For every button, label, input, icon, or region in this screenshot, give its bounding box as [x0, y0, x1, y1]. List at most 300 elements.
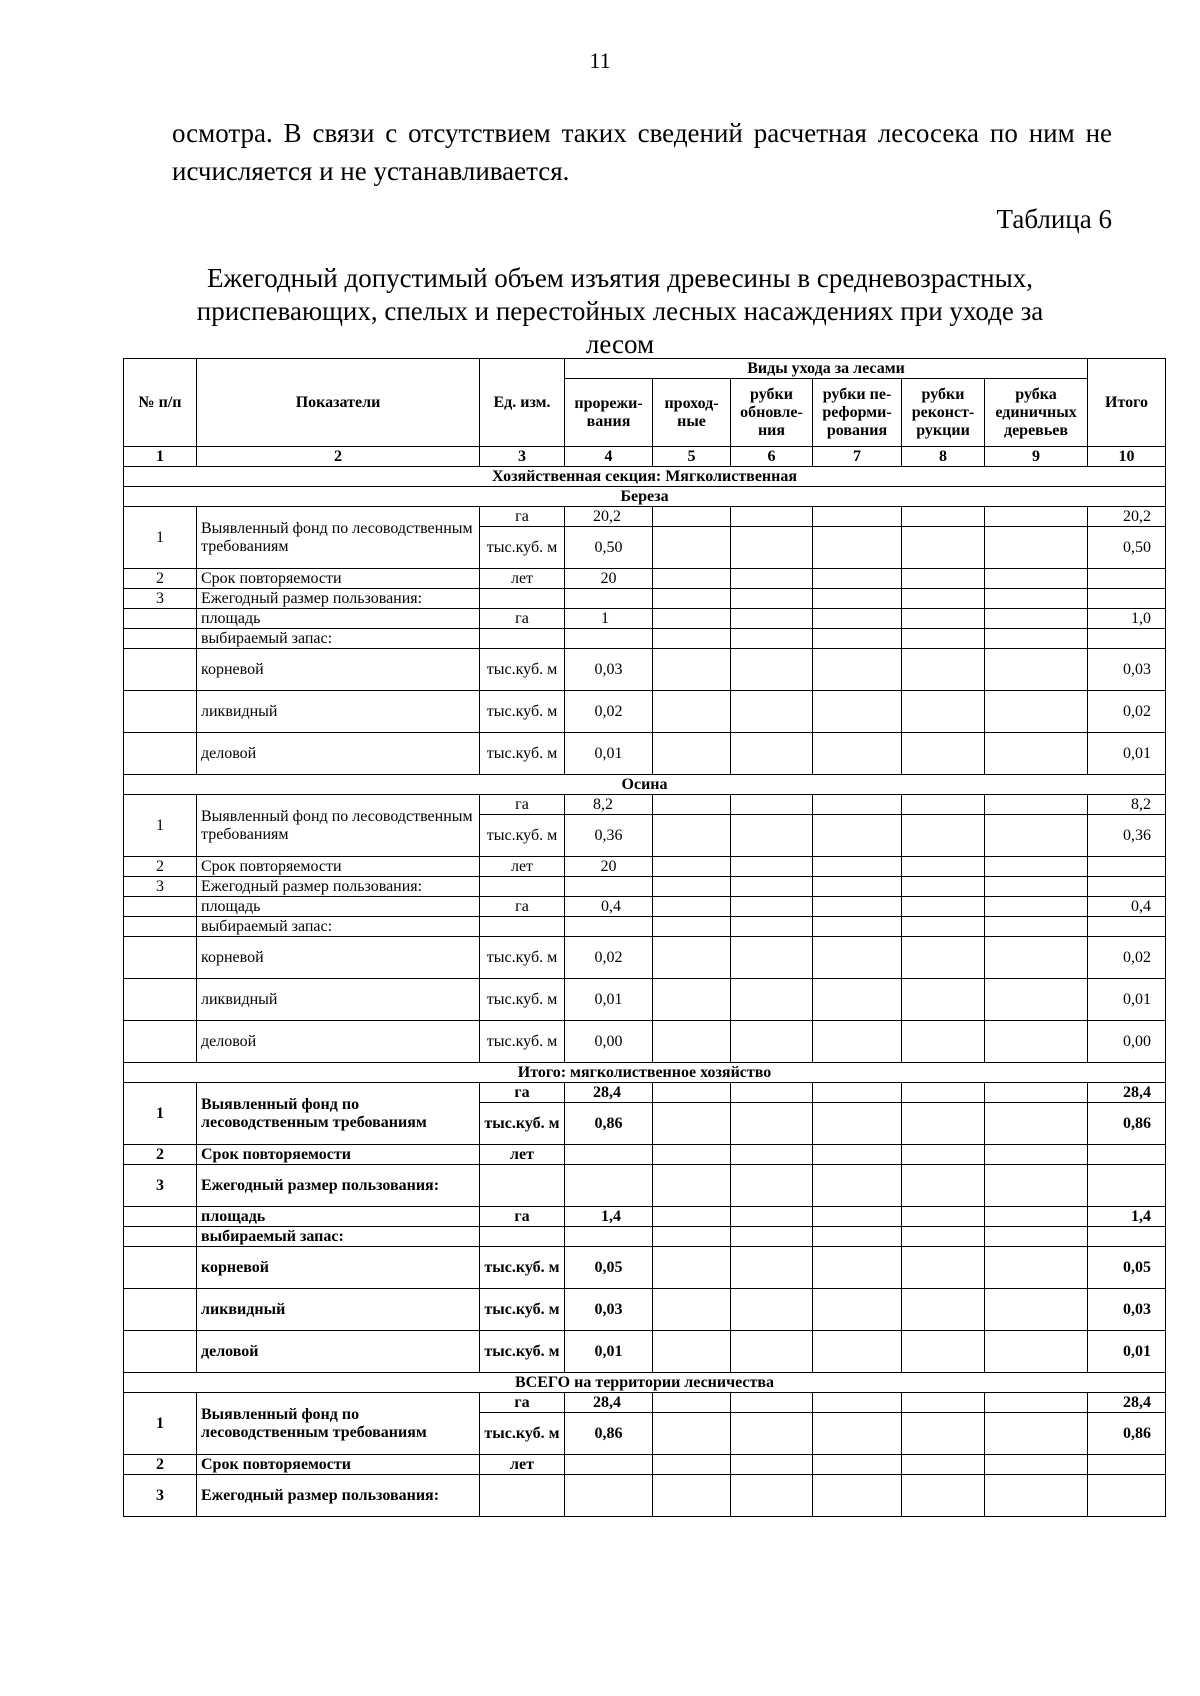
- empty-cell: [653, 1247, 731, 1289]
- unit-cell: тыс.куб. м: [480, 649, 565, 691]
- empty-cell: [985, 527, 1088, 569]
- annual-label: Ежегодный размер пользования:: [197, 589, 480, 609]
- empty-cell: [480, 877, 565, 897]
- section-row: [124, 467, 1166, 487]
- empty-cell: [731, 917, 813, 937]
- block-title: Береза: [124, 487, 1166, 507]
- total-cell: 1,0: [1088, 609, 1166, 629]
- total-cell: 0,00: [1088, 1021, 1166, 1063]
- empty-cell: [124, 917, 197, 937]
- empty-cell: [985, 507, 1088, 527]
- row-num: 3: [124, 877, 197, 897]
- empty-cell: [985, 569, 1088, 589]
- empty-cell: [124, 1289, 197, 1331]
- empty-cell: [480, 917, 565, 937]
- empty-cell: [985, 1103, 1088, 1145]
- empty-cell: [731, 649, 813, 691]
- empty-cell: [985, 1331, 1088, 1373]
- total-cell: 0,01: [1088, 733, 1166, 775]
- liquid-label: ликвидный: [197, 691, 480, 733]
- period-label: Срок повторяемости: [197, 1145, 480, 1165]
- empty-cell: [653, 527, 731, 569]
- empty-cell: [653, 1083, 731, 1103]
- value-cell: 1,4: [565, 1207, 653, 1227]
- empty-cell: [813, 815, 902, 857]
- empty-cell: [985, 795, 1088, 815]
- root-row: [124, 1247, 1166, 1289]
- annual-label: Ежегодный размер пользования:: [197, 1475, 480, 1517]
- empty-cell: [124, 897, 197, 917]
- empty-cell: [731, 589, 813, 609]
- header-total: Итого: [1088, 359, 1166, 447]
- empty-cell: [731, 507, 813, 527]
- block-title: ВСЕГО на территории лесничества: [124, 1373, 1166, 1393]
- empty-cell: [731, 1103, 813, 1145]
- empty-cell: [902, 937, 985, 979]
- empty-cell: [731, 1413, 813, 1455]
- root-label: корневой: [197, 649, 480, 691]
- total-cell: 0,02: [1088, 937, 1166, 979]
- empty-cell: [124, 1207, 197, 1227]
- total-cell: 0,03: [1088, 649, 1166, 691]
- liquid-row: [124, 979, 1166, 1021]
- empty-cell: [902, 1475, 985, 1517]
- fund-area-row: [124, 795, 1166, 815]
- value-cell: 0,36: [565, 815, 653, 857]
- value-cell: 0,50: [565, 527, 653, 569]
- empty-cell: [985, 649, 1088, 691]
- empty-cell: [985, 1289, 1088, 1331]
- empty-cell: [902, 1289, 985, 1331]
- empty-cell: [653, 1207, 731, 1227]
- empty-cell: [731, 795, 813, 815]
- empty-cell: [480, 589, 565, 609]
- annual-row: [124, 1165, 1166, 1207]
- empty-cell: [985, 1247, 1088, 1289]
- empty-cell: [731, 937, 813, 979]
- empty-cell: [813, 1165, 902, 1207]
- empty-cell: [902, 1455, 985, 1475]
- column-number-cell: 2: [197, 447, 480, 467]
- root-row: [124, 937, 1166, 979]
- value-cell: [565, 1455, 653, 1475]
- block-title-row: [124, 1373, 1166, 1393]
- empty-cell: [653, 1165, 731, 1207]
- empty-cell: [565, 917, 653, 937]
- empty-cell: [985, 897, 1088, 917]
- area-row: [124, 1207, 1166, 1227]
- row-num: 3: [124, 1475, 197, 1517]
- empty-cell: [902, 1021, 985, 1063]
- empty-cell: [653, 1455, 731, 1475]
- empty-cell: [731, 527, 813, 569]
- empty-cell: [902, 1083, 985, 1103]
- empty-cell: [653, 1393, 731, 1413]
- empty-cell: [902, 589, 985, 609]
- row-num: 2: [124, 857, 197, 877]
- empty-cell: [653, 589, 731, 609]
- empty-cell: [124, 691, 197, 733]
- empty-cell: [813, 609, 902, 629]
- empty-cell: [653, 1103, 731, 1145]
- empty-cell: [813, 917, 902, 937]
- value-cell: 0,01: [565, 979, 653, 1021]
- unit-cell: лет: [480, 569, 565, 589]
- empty-cell: [480, 1165, 565, 1207]
- empty-cell: [1088, 877, 1166, 897]
- empty-cell: [902, 877, 985, 897]
- empty-cell: [985, 815, 1088, 857]
- business-row: [124, 1021, 1166, 1063]
- total-cell: 0,50: [1088, 527, 1166, 569]
- column-number-cell: 4: [565, 447, 653, 467]
- forest-care-table-container: [123, 358, 1165, 1517]
- empty-cell: [124, 1331, 197, 1373]
- empty-cell: [653, 1021, 731, 1063]
- period-label: Срок повторяемости: [197, 569, 480, 589]
- empty-cell: [985, 1083, 1088, 1103]
- empty-cell: [985, 1145, 1088, 1165]
- empty-cell: [653, 1289, 731, 1331]
- empty-cell: [902, 1103, 985, 1145]
- row-num: 2: [124, 1455, 197, 1475]
- total-cell: 0,03: [1088, 1289, 1166, 1331]
- unit-cell: га: [480, 897, 565, 917]
- empty-cell: [565, 1227, 653, 1247]
- value-cell: 0,03: [565, 649, 653, 691]
- empty-cell: [565, 877, 653, 897]
- total-cell: 28,4: [1088, 1083, 1166, 1103]
- empty-cell: [813, 897, 902, 917]
- unit-cell: тыс.куб. м: [480, 1103, 565, 1145]
- empty-cell: [985, 1227, 1088, 1247]
- value-cell: 0,00: [565, 1021, 653, 1063]
- unit-cell: тыс.куб. м: [480, 815, 565, 857]
- stock-label: выбираемый запас:: [197, 1227, 480, 1247]
- unit-cell: тыс.куб. м: [480, 733, 565, 775]
- empty-cell: [124, 649, 197, 691]
- header-type-passing: проход-ные: [653, 379, 731, 447]
- empty-cell: [731, 1475, 813, 1517]
- row-num: 1: [124, 1083, 197, 1145]
- empty-cell: [902, 1145, 985, 1165]
- fund-area-row: [124, 1393, 1166, 1413]
- unit-cell: тыс.куб. м: [480, 979, 565, 1021]
- value-cell: 0,02: [565, 937, 653, 979]
- empty-cell: [731, 1083, 813, 1103]
- empty-cell: [813, 1455, 902, 1475]
- empty-cell: [813, 691, 902, 733]
- total-cell: 0,02: [1088, 691, 1166, 733]
- empty-cell: [985, 609, 1088, 629]
- area-row: [124, 897, 1166, 917]
- empty-cell: [731, 609, 813, 629]
- block-title-row: [124, 1063, 1166, 1083]
- total-cell: 28,4: [1088, 1393, 1166, 1413]
- column-number-cell: 5: [653, 447, 731, 467]
- empty-cell: [902, 733, 985, 775]
- empty-cell: [731, 1455, 813, 1475]
- business-label: деловой: [197, 1331, 480, 1373]
- business-row: [124, 733, 1166, 775]
- empty-cell: [902, 507, 985, 527]
- block-title-row: [124, 487, 1166, 507]
- empty-cell: [653, 629, 731, 649]
- empty-cell: [480, 1475, 565, 1517]
- value-cell: 20: [565, 857, 653, 877]
- value-cell: 0,01: [565, 733, 653, 775]
- column-number-cell: 1: [124, 447, 197, 467]
- fund-label: Выявленный фонд по лесоводственным требованиям: [197, 1393, 480, 1455]
- value-cell: 8,2: [565, 795, 653, 815]
- period-row: [124, 569, 1166, 589]
- empty-cell: [1088, 1227, 1166, 1247]
- empty-cell: [813, 857, 902, 877]
- value-cell: 0,86: [565, 1103, 653, 1145]
- liquid-row: [124, 1289, 1166, 1331]
- fund-label: Выявленный фонд по лесоводственным требованиям: [197, 507, 480, 569]
- empty-cell: [813, 1413, 902, 1455]
- empty-cell: [653, 877, 731, 897]
- business-label: деловой: [197, 733, 480, 775]
- header-type-single-trees: рубка единичных деревьев: [985, 379, 1088, 447]
- empty-cell: [902, 1247, 985, 1289]
- value-cell: 28,4: [565, 1083, 653, 1103]
- unit-cell: га: [480, 507, 565, 527]
- empty-cell: [813, 1021, 902, 1063]
- value-cell: 0,05: [565, 1247, 653, 1289]
- empty-cell: [902, 1413, 985, 1455]
- empty-cell: [813, 1247, 902, 1289]
- row-num: 3: [124, 589, 197, 609]
- unit-cell: тыс.куб. м: [480, 1413, 565, 1455]
- total-cell: 0,36: [1088, 815, 1166, 857]
- row-num: 3: [124, 1165, 197, 1207]
- block-title: Осина: [124, 775, 1166, 795]
- empty-cell: [124, 1021, 197, 1063]
- empty-cell: [731, 1207, 813, 1227]
- fund-label: Выявленный фонд по лесоводственным требованиям: [197, 795, 480, 857]
- annual-row: [124, 1475, 1166, 1517]
- empty-cell: [902, 917, 985, 937]
- empty-cell: [985, 1207, 1088, 1227]
- header-type-thinning: прорежи-вания: [565, 379, 653, 447]
- empty-cell: [731, 733, 813, 775]
- row-num: 1: [124, 795, 197, 857]
- empty-cell: [813, 507, 902, 527]
- empty-cell: [731, 857, 813, 877]
- total-cell: 0,01: [1088, 1331, 1166, 1373]
- empty-cell: [1088, 857, 1166, 877]
- empty-cell: [1088, 1145, 1166, 1165]
- row-num: 2: [124, 1145, 197, 1165]
- value-cell: 0,4: [565, 897, 653, 917]
- unit-cell: га: [480, 1083, 565, 1103]
- total-cell: 20,2: [1088, 507, 1166, 527]
- fund-area-row: [124, 1083, 1166, 1103]
- column-number-cell: 3: [480, 447, 565, 467]
- unit-cell: га: [480, 1207, 565, 1227]
- empty-cell: [731, 979, 813, 1021]
- total-cell: 0,86: [1088, 1413, 1166, 1455]
- area-label: площадь: [197, 1207, 480, 1227]
- period-label: Срок повторяемости: [197, 857, 480, 877]
- stock-label-row: [124, 629, 1166, 649]
- empty-cell: [985, 937, 1088, 979]
- empty-cell: [731, 691, 813, 733]
- empty-cell: [653, 937, 731, 979]
- empty-cell: [902, 1393, 985, 1413]
- header-type-reconstruction: рубки реконст-рукции: [902, 379, 985, 447]
- empty-cell: [653, 569, 731, 589]
- empty-cell: [985, 691, 1088, 733]
- empty-cell: [902, 795, 985, 815]
- empty-cell: [124, 1247, 197, 1289]
- unit-cell: тыс.куб. м: [480, 1247, 565, 1289]
- empty-cell: [731, 1227, 813, 1247]
- column-number-cell: 7: [813, 447, 902, 467]
- empty-cell: [731, 877, 813, 897]
- empty-cell: [653, 1227, 731, 1247]
- empty-cell: [653, 979, 731, 1021]
- row-num: 1: [124, 507, 197, 569]
- empty-cell: [653, 733, 731, 775]
- empty-cell: [902, 1331, 985, 1373]
- empty-cell: [813, 629, 902, 649]
- empty-cell: [813, 1103, 902, 1145]
- annual-label: Ежегодный размер пользования:: [197, 877, 480, 897]
- unit-cell: лет: [480, 1145, 565, 1165]
- column-number-cell: 8: [902, 447, 985, 467]
- empty-cell: [1088, 917, 1166, 937]
- empty-cell: [731, 815, 813, 857]
- stock-label-row: [124, 1227, 1166, 1247]
- unit-cell: га: [480, 609, 565, 629]
- column-number-cell: 6: [731, 447, 813, 467]
- empty-cell: [985, 877, 1088, 897]
- empty-cell: [1088, 1455, 1166, 1475]
- annual-row: [124, 877, 1166, 897]
- empty-cell: [985, 589, 1088, 609]
- empty-cell: [1088, 1165, 1166, 1207]
- empty-cell: [653, 1413, 731, 1455]
- empty-cell: [813, 589, 902, 609]
- empty-cell: [480, 629, 565, 649]
- empty-cell: [731, 1247, 813, 1289]
- empty-cell: [902, 1207, 985, 1227]
- row-num: 2: [124, 569, 197, 589]
- empty-cell: [731, 1021, 813, 1063]
- value-cell: [565, 1145, 653, 1165]
- empty-cell: [985, 1393, 1088, 1413]
- unit-cell: тыс.куб. м: [480, 1331, 565, 1373]
- intro-paragraph: осмотра. В связи с отсутствием таких сведений расчетная лесосека по ним не исчисляется и не устанавливается.: [172, 118, 1112, 186]
- annual-row: [124, 589, 1166, 609]
- area-label: площадь: [197, 897, 480, 917]
- section-title: Хозяйственная секция: Мягколиственная: [124, 467, 1166, 487]
- empty-cell: [653, 897, 731, 917]
- value-cell: 0,02: [565, 691, 653, 733]
- empty-cell: [653, 649, 731, 691]
- period-row: [124, 1145, 1166, 1165]
- empty-cell: [124, 979, 197, 1021]
- empty-cell: [480, 1227, 565, 1247]
- empty-cell: [653, 917, 731, 937]
- empty-cell: [653, 609, 731, 629]
- empty-cell: [653, 507, 731, 527]
- empty-cell: [813, 1227, 902, 1247]
- liquid-label: ликвидный: [197, 1289, 480, 1331]
- empty-cell: [731, 1331, 813, 1373]
- empty-cell: [985, 733, 1088, 775]
- empty-cell: [565, 629, 653, 649]
- area-label: площадь: [197, 609, 480, 629]
- stock-label: выбираемый запас:: [197, 917, 480, 937]
- unit-cell: лет: [480, 857, 565, 877]
- empty-cell: [902, 1227, 985, 1247]
- empty-cell: [731, 629, 813, 649]
- page-number: 11: [589, 48, 611, 73]
- empty-cell: [731, 1145, 813, 1165]
- empty-cell: [813, 795, 902, 815]
- header-type-renewal: рубки обновле-ния: [731, 379, 813, 447]
- empty-cell: [902, 857, 985, 877]
- empty-cell: [985, 629, 1088, 649]
- empty-cell: [813, 1475, 902, 1517]
- empty-cell: [565, 1165, 653, 1207]
- total-cell: 0,86: [1088, 1103, 1166, 1145]
- empty-cell: [731, 1289, 813, 1331]
- total-cell: 8,2: [1088, 795, 1166, 815]
- empty-cell: [653, 815, 731, 857]
- value-cell: 1: [565, 609, 653, 629]
- empty-cell: [902, 609, 985, 629]
- empty-cell: [813, 1207, 902, 1227]
- empty-cell: [902, 1165, 985, 1207]
- empty-cell: [653, 691, 731, 733]
- unit-cell: тыс.куб. м: [480, 937, 565, 979]
- empty-cell: [902, 815, 985, 857]
- total-cell: 1,4: [1088, 1207, 1166, 1227]
- empty-cell: [653, 795, 731, 815]
- fund-label: Выявленный фонд по лесоводственным требованиям: [197, 1083, 480, 1145]
- empty-cell: [731, 569, 813, 589]
- value-cell: 20,2: [565, 507, 653, 527]
- empty-cell: [124, 937, 197, 979]
- empty-cell: [124, 733, 197, 775]
- empty-cell: [902, 979, 985, 1021]
- empty-cell: [653, 857, 731, 877]
- business-row: [124, 1331, 1166, 1373]
- unit-cell: тыс.куб. м: [480, 1021, 565, 1063]
- empty-cell: [985, 1021, 1088, 1063]
- value-cell: 0,03: [565, 1289, 653, 1331]
- header-type-reformation: рубки пе-реформи-рования: [813, 379, 902, 447]
- header-unit: Ед. изм.: [480, 359, 565, 447]
- annual-label: Ежегодный размер пользования:: [197, 1165, 480, 1207]
- stock-label-row: [124, 917, 1166, 937]
- empty-cell: [813, 979, 902, 1021]
- empty-cell: [985, 917, 1088, 937]
- header-care-types-group: Виды ухода за лесами: [565, 359, 1088, 379]
- empty-cell: [813, 1083, 902, 1103]
- empty-cell: [985, 1165, 1088, 1207]
- empty-cell: [813, 1289, 902, 1331]
- table-title: Ежегодный допустимый объем изъятия древесины в средневозрастных, приспевающих, спелых и перестойных лесных насаждениях при уходе за лесом: [196, 263, 1044, 359]
- value-cell: 20: [565, 569, 653, 589]
- empty-cell: [653, 1331, 731, 1373]
- column-number-cell: 9: [985, 447, 1088, 467]
